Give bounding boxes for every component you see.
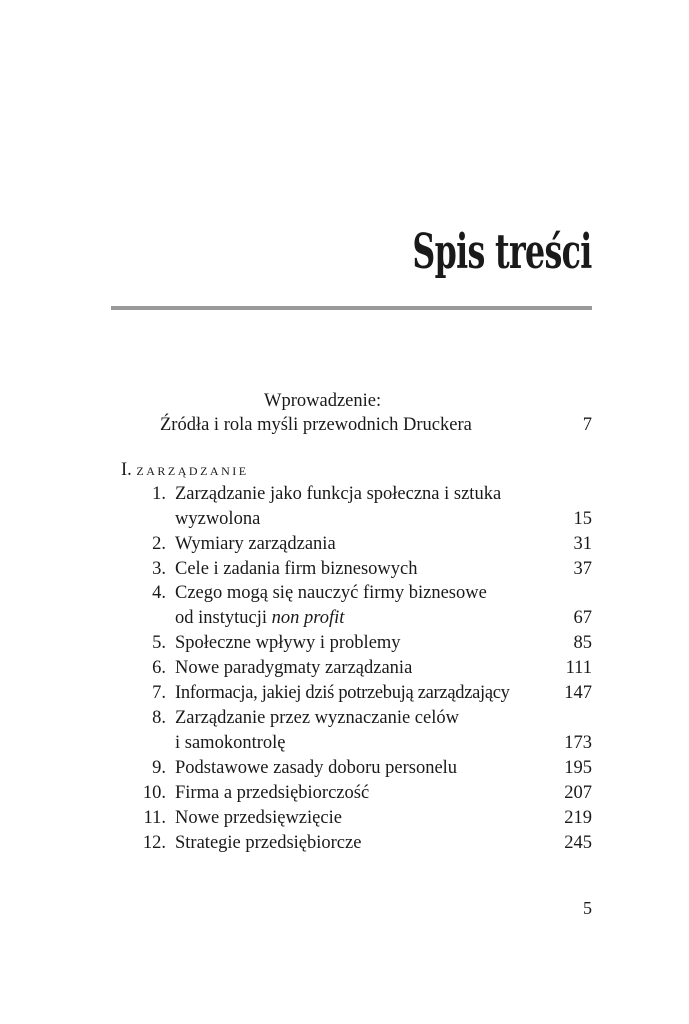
entry-title: Zarządzanie jako funkcja społeczna i sztuka <box>175 484 502 504</box>
entry-number: 3. <box>152 559 166 579</box>
entry-page: 31 <box>573 534 592 554</box>
part-name: ZARZĄDZANIE <box>136 464 249 478</box>
entry-title-continued <box>175 609 344 628</box>
entry-page: 67 <box>573 608 592 628</box>
entry-title: Nowe przedsięwzięcie <box>175 808 342 828</box>
intro-heading: Wprowadzenie: <box>264 391 382 411</box>
entry-page: 173 <box>564 733 592 753</box>
entry-number: 5. <box>152 633 166 653</box>
entry-number: 8. <box>152 708 166 728</box>
entry-page: 15 <box>573 509 592 529</box>
entry-page: 195 <box>564 758 592 778</box>
entry-number: 4. <box>152 583 166 603</box>
entry-title-continued: i samokontrolę <box>175 733 286 753</box>
entry-number: 9. <box>152 758 166 778</box>
page-title: Spis treści <box>412 224 592 280</box>
entry-page: 111 <box>565 658 592 678</box>
entry-page: 85 <box>573 633 592 653</box>
part-heading <box>121 461 249 480</box>
page-number: 5 <box>583 898 592 918</box>
entry-number: 1. <box>152 484 166 504</box>
entry-number: 2. <box>152 534 166 554</box>
entry-title: Informacja, jakiej dziś potrzebują zarządzający <box>175 683 510 703</box>
entry-title-italic: non profit <box>271 608 345 628</box>
part-number: I. <box>121 460 132 480</box>
entry-title: Zarządzanie przez wyznaczanie celów <box>175 708 459 728</box>
entry-page: 37 <box>573 559 592 579</box>
entry-page: 245 <box>564 833 592 853</box>
entry-number: 11. <box>143 808 166 828</box>
entry-page: 147 <box>564 683 592 703</box>
entry-title: Podstawowe zasady doboru personelu <box>175 758 458 778</box>
entry-page: 207 <box>564 783 592 803</box>
entry-title-text: od instytucji <box>175 608 272 628</box>
entry-title: Cele i zadania firm biznesowych <box>175 559 418 579</box>
entry-title: Firma a przedsiębiorczość <box>175 783 370 803</box>
entry-title-continued: wyzwolona <box>175 509 261 529</box>
entry-title: Strategie przedsiębiorcze <box>175 833 362 853</box>
entry-number: 7. <box>152 683 166 703</box>
entry-number: 10. <box>142 783 166 803</box>
intro-title: Źródła i rola myśli przewodnich Druckera <box>160 415 472 435</box>
entry-number: 12. <box>142 833 166 853</box>
entry-title: Czego mogą się nauczyć firmy biznesowe <box>175 583 487 603</box>
entry-page: 219 <box>564 808 592 828</box>
entry-title: Nowe paradygmaty zarządzania <box>175 658 413 678</box>
intro-page: 7 <box>582 415 592 435</box>
entry-title: Społeczne wpływy i problemy <box>175 633 401 653</box>
entry-number: 6. <box>152 658 166 678</box>
entry-title: Wymiary zarządzania <box>175 534 336 554</box>
